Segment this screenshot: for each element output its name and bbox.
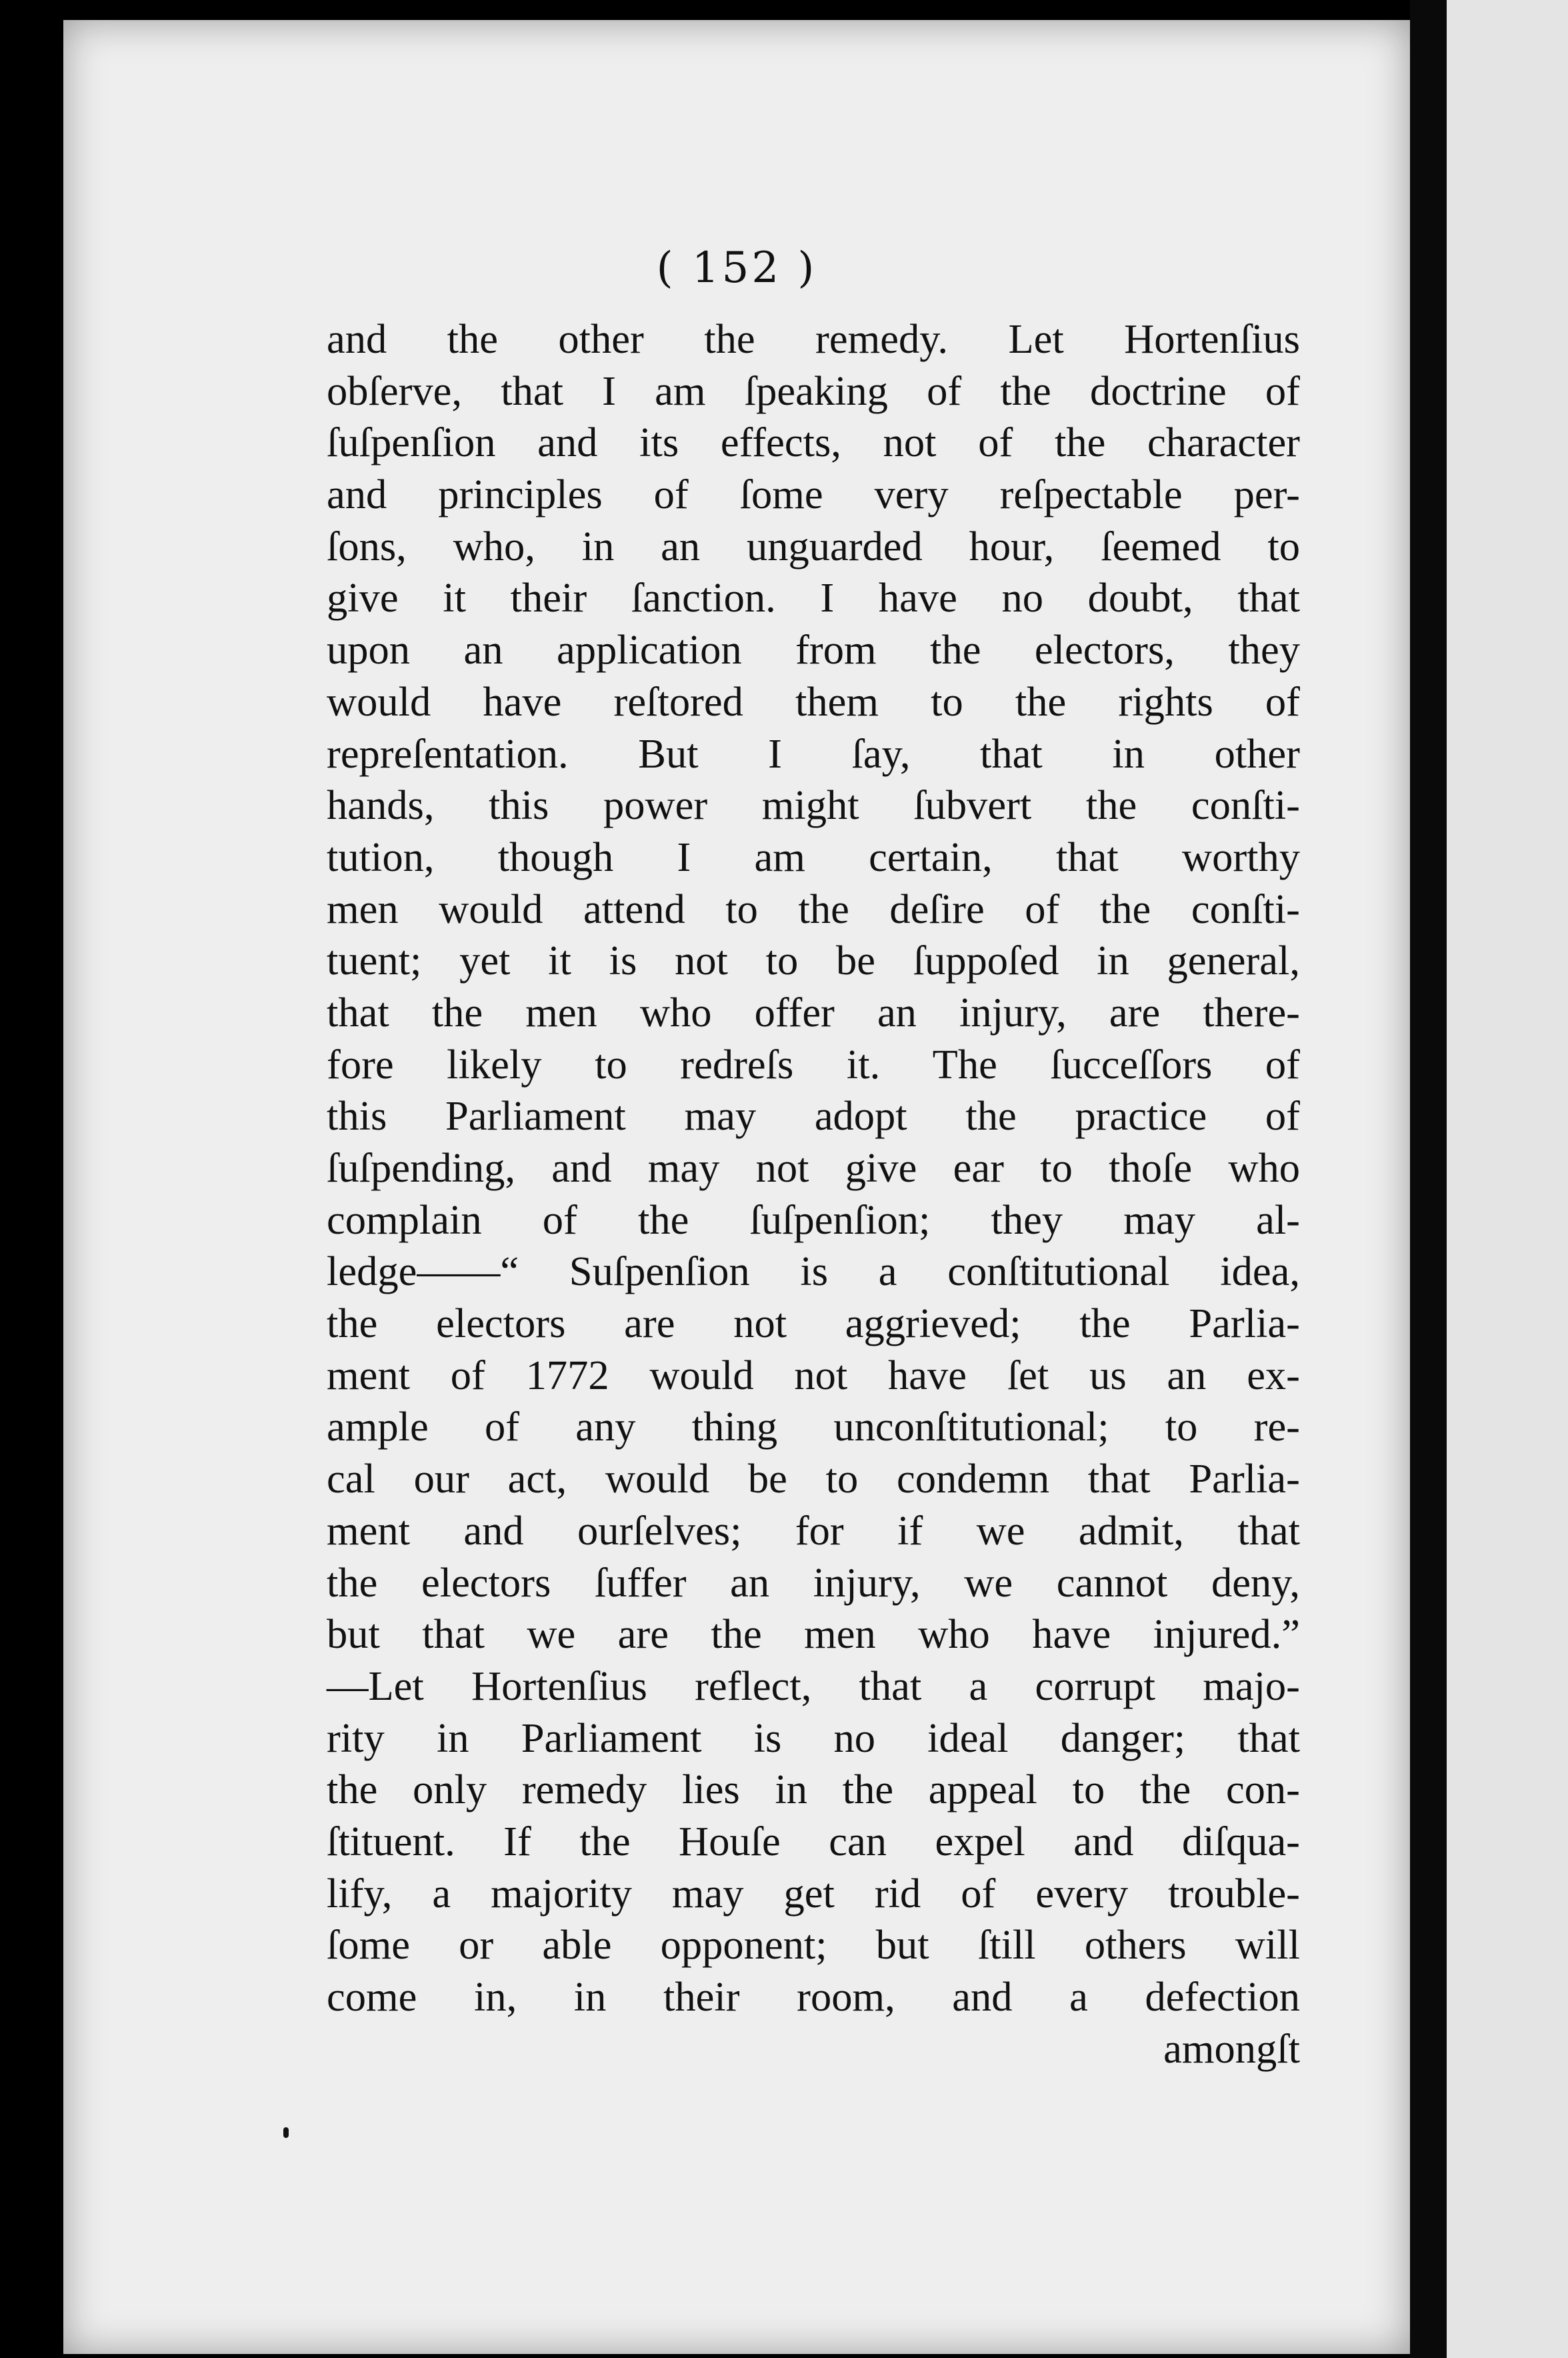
- text-line: men would attend to the deſire of the conſti-: [327, 885, 1300, 932]
- text-line: lify, a majority may get rid of every trouble-: [327, 1869, 1300, 1917]
- text-line: tuent; yet it is not to be ſuppoſed in general,: [327, 937, 1300, 984]
- text-line: ment and ourſelves; for if we admit, that: [327, 1506, 1300, 1554]
- text-line: tution, though I am certain, that worthy: [327, 833, 1300, 880]
- catchword: amongſt: [1163, 2025, 1300, 2072]
- text-line: ſuſpending, and may not give ear to thoſe who: [327, 1144, 1300, 1191]
- text-line: the only remedy lies in the appeal to the con-: [327, 1766, 1300, 1813]
- text-line: and principles of ſome very reſpectable per-: [327, 471, 1300, 518]
- text-line: the electors ſuffer an injury, we cannot deny,: [327, 1558, 1300, 1606]
- text-line: ledge——“ Suſpenſion is a conſtitutional idea,: [327, 1248, 1300, 1295]
- text-line: ſtituent. If the Houſe can expel and diſqua-: [327, 1817, 1300, 1865]
- text-line: upon an application from the electors, they: [327, 626, 1300, 674]
- text-line: but that we are the men who have injured.”: [327, 1610, 1300, 1658]
- text-line: cal our act, would be to condemn that Parlia-: [327, 1455, 1300, 1502]
- text-line: and the other the remedy. Let Hortenſius: [327, 315, 1300, 362]
- text-line: that the men who offer an injury, are there-: [327, 988, 1300, 1036]
- text-line: would have reſtored them to the rights of: [327, 678, 1300, 725]
- text-line: rity in Parliament is no ideal danger; that: [327, 1714, 1300, 1761]
- ink-spot: [283, 2127, 289, 2138]
- text-line: —Let Hortenſius reflect, that a corrupt majo-: [327, 1662, 1300, 1709]
- text-line: ſome or able opponent; but ſtill others will: [327, 1921, 1300, 1969]
- book-page: [63, 20, 1410, 2354]
- facing-page-edge: [1447, 0, 1568, 2358]
- text-line: ſuſpenſion and its effects, not of the character: [327, 419, 1300, 466]
- text-line: come in, in their room, and a defection: [327, 1973, 1300, 2020]
- text-line: give it their ſanction. I have no doubt, that: [327, 574, 1300, 622]
- text-line: ment of 1772 would not have ſet us an ex-: [327, 1351, 1300, 1398]
- text-line: the electors are not aggrieved; the Parlia-: [327, 1300, 1300, 1347]
- body-text: [327, 313, 1300, 2075]
- text-line: repreſentation. But I ſay, that in other: [327, 730, 1300, 777]
- text-line: complain of the ſuſpenſion; they may al-: [327, 1196, 1300, 1243]
- text-line: this Parliament may adopt the practice of: [327, 1092, 1300, 1140]
- page-number: ( 152 ): [656, 243, 817, 293]
- text-line: hands, this power might ſubvert the conſti-: [327, 782, 1300, 829]
- text-line: obſerve, that I am ſpeaking of the doctrine of: [327, 367, 1300, 414]
- text-line: fore likely to redreſs it. The ſucceſſors of: [327, 1040, 1300, 1088]
- text-line: ample of any thing unconſtitutional; to re-: [327, 1403, 1300, 1450]
- text-line: ſons, who, in an unguarded hour, ſeemed to: [327, 522, 1300, 569]
- book-gutter: [1410, 0, 1447, 2358]
